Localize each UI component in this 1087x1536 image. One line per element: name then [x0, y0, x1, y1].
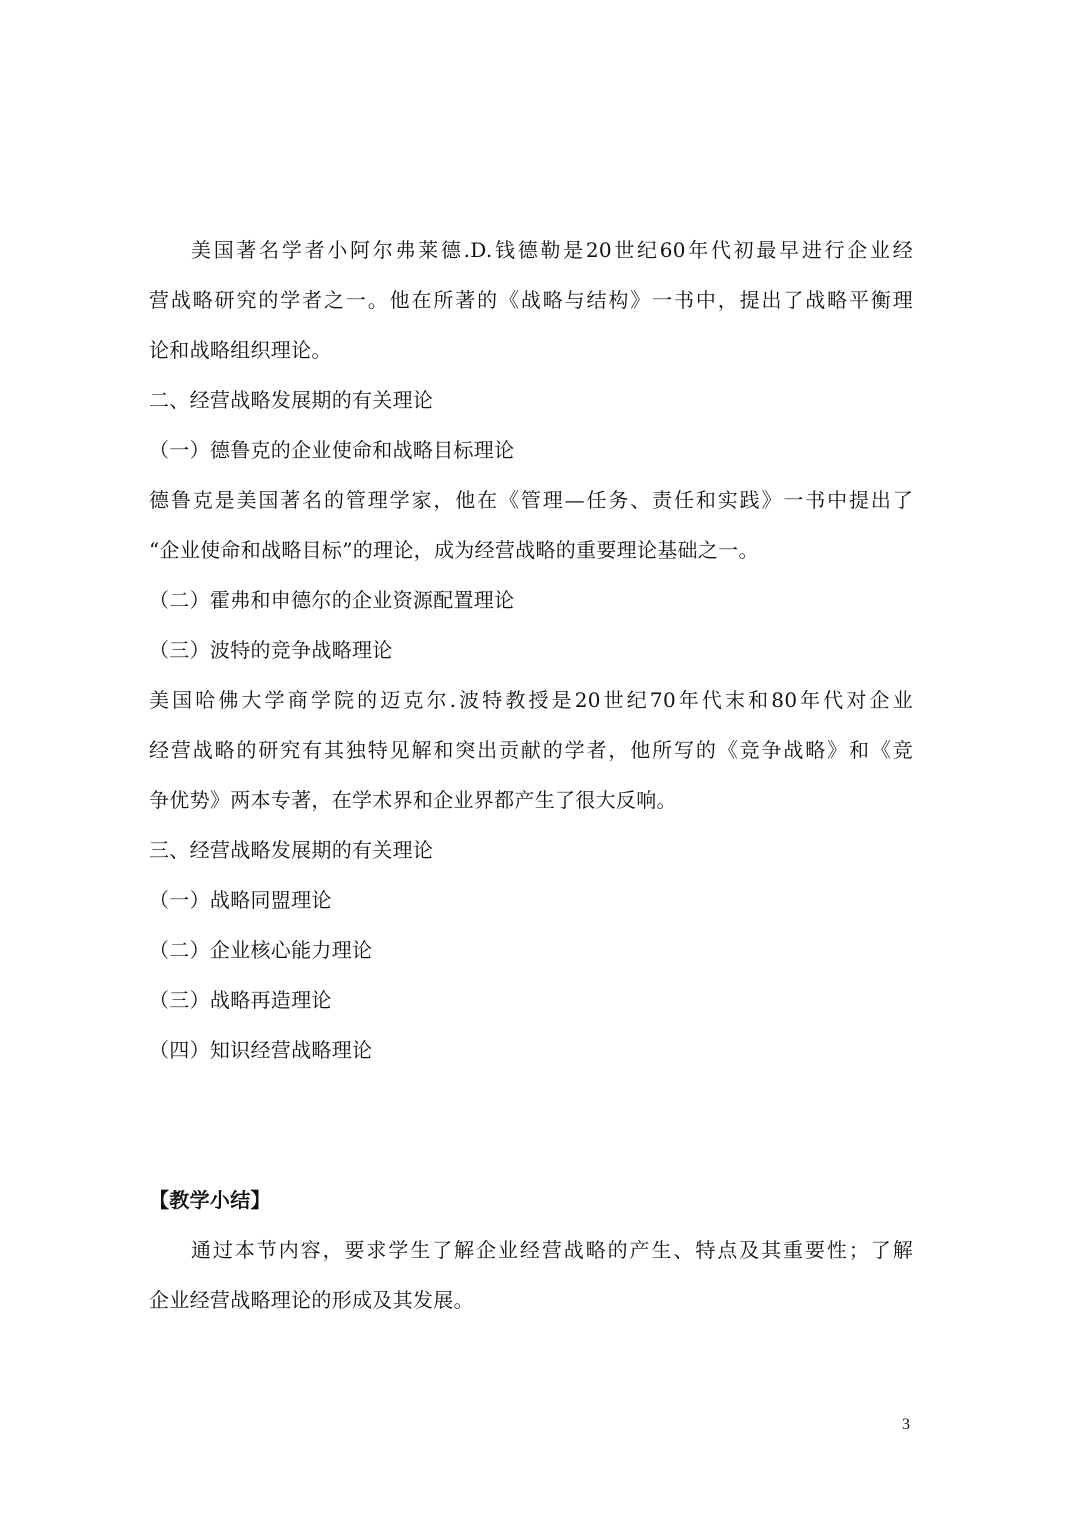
summary-line-2: 企业经营战略理论的形成及其发展。	[149, 1288, 474, 1312]
paragraph-chandler-line-2: 营战略研究的学者之一。他在所著的《战略与结构》一书中，提出了战略平衡理	[149, 288, 913, 312]
subheading-knowledge-strategy: （四）知识经营战略理论	[149, 1038, 373, 1062]
page-number: 3	[902, 1416, 910, 1433]
subheading-core-competence: （二）企业核心能力理论	[149, 938, 373, 962]
paragraph-porter-line-1: 美国哈佛大学商学院的迈克尔.波特教授是20世纪70年代末和80年代对企业	[149, 688, 913, 712]
paragraph-drucker-line-2: “企业使命和战略目标”的理论，成为经营战略的重要理论基础之一。	[149, 538, 759, 562]
section-spacer	[149, 1075, 913, 1175]
paragraph-porter-line-3: 争优势》两本专著，在学术界和企业界都产生了很大反响。	[149, 788, 677, 812]
paragraph-chandler-line-3: 论和战略组织理论。	[149, 338, 332, 362]
summary-heading: 【教学小结】	[149, 1188, 271, 1212]
subheading-porter: （三）波特的竞争战略理论	[149, 638, 393, 662]
subheading-drucker: （一）德鲁克的企业使命和战略目标理论	[149, 438, 515, 462]
section-heading-3: 三、经营战略发展期的有关理论	[149, 838, 434, 862]
subheading-strategic-alliance: （一）战略同盟理论	[149, 888, 332, 912]
subheading-hofer-schendel: （二）霍弗和申德尔的企业资源配置理论	[149, 588, 515, 612]
paragraph-chandler-line-1: 美国著名学者小阿尔弗莱德.D.钱德勒是20世纪60年代初最早进行企业经	[191, 238, 913, 262]
summary-line-1: 通过本节内容，要求学生了解企业经营战略的产生、特点及其重要性；了解	[191, 1238, 913, 1262]
paragraph-porter-line-2: 经营战略的研究有其独特见解和突出贡献的学者，他所写的《竞争战略》和《竞	[149, 738, 913, 762]
page-content	[149, 225, 913, 1325]
section-heading-2: 二、经营战略发展期的有关理论	[149, 388, 434, 412]
paragraph-drucker-line-1: 德鲁克是美国著名的管理学家，他在《管理—任务、责任和实践》一书中提出了	[149, 488, 913, 512]
subheading-strategy-reengineering: （三）战略再造理论	[149, 988, 332, 1012]
